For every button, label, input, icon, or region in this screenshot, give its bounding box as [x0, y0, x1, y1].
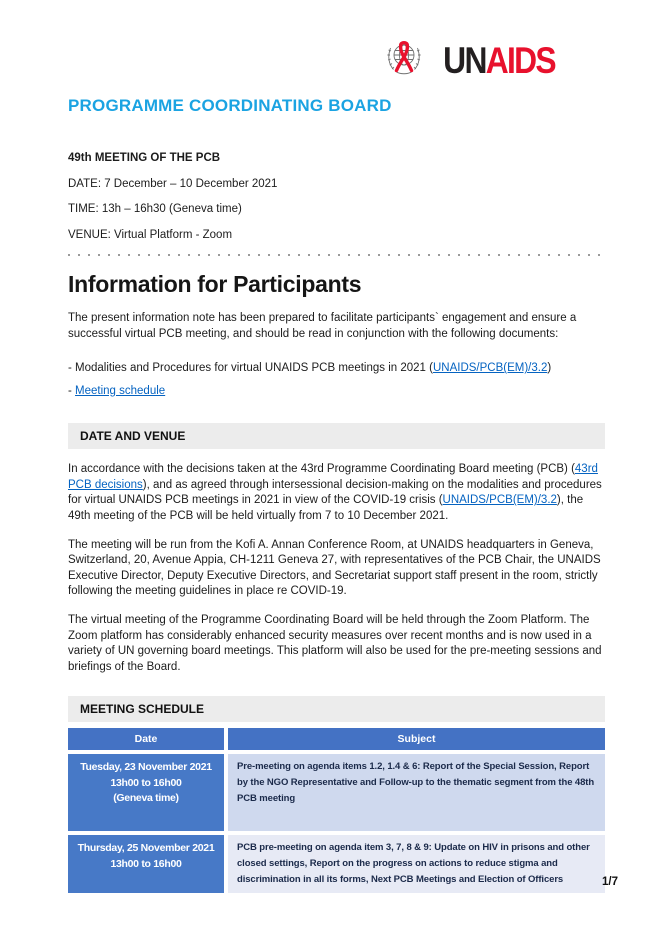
date-line: 13h00 to 16h00 [110, 857, 182, 870]
intro-paragraph: The present information note has been prepared to facilitate participants` engagement and ensure a successful virtual PCB meeting, and should be read in conjunction with the following documents: [68, 312, 577, 340]
logo-wordmark [443, 40, 555, 82]
date-line: (Geneva time) [113, 792, 179, 805]
logo-aids-text: AIDS [485, 40, 555, 81]
table-header-date: Date [68, 728, 224, 750]
meeting-venue: VENUE: Virtual Platform - Zoom [68, 228, 233, 241]
page-number: 1/7 [602, 876, 618, 888]
section-header-date-and-venue: DATE AND VENUE [68, 423, 605, 449]
list-item [68, 357, 605, 380]
paragraph-text: In accordance with the decisions taken at the 43rd Programme Coordinating Board meeting (PCB) ( [68, 463, 575, 476]
date-line: Tuesday, 23 November 2021 [80, 761, 212, 774]
list-item [68, 380, 605, 403]
link-meeting-schedule[interactable]: Meeting schedule [75, 384, 166, 397]
dotted-separator [68, 254, 605, 256]
table-header-subject: Subject [228, 728, 605, 750]
paragraph-text: ), and as agreed through intersessional decision-making on the modalities and procedures for virtual UNAIDS PCB meetings in 2021 in view of the COVID-19 crisis ( [68, 478, 602, 507]
un-emblem-icon [384, 38, 424, 84]
meeting-time: TIME: 13h – 16h30 (Geneva time) [68, 203, 242, 215]
info-heading: Information for Participants [68, 271, 362, 297]
link-unaids-pcb-em-32[interactable]: UNAIDS/PCB(EM)/3.2 [432, 362, 548, 375]
meeting-title: 49th MEETING OF THE PCB [68, 152, 221, 164]
doc-line-suffix: ) [547, 362, 552, 375]
paragraph-conference-room: The meeting will be run from the Kofi A. Annan Conference Room, at UNAIDS headquarters in Geneva, Switzerland, 20, Avenue Appia, CH-1211 Geneva 27, with representatives of the PCB Chair, the UNAIDS Executive Director, Deputy Executive Directors, and Secretariat support staff present in the room, strictly following the meeting guidelines in place re COVID-19. [68, 538, 601, 598]
date-line: 13h00 to 16h00 [110, 776, 182, 789]
meeting-date: DATE: 7 December – 10 December 2021 [68, 177, 278, 190]
table-row-2-subject-cell: PCB pre-meeting on agenda item 3, 7, 8 & 9: Update on HIV in prisons and other closed settings, Report on the progress on actions to reduce stigma and discrimination in all its forms, Next PCB Meetings and Election of Officers [228, 835, 605, 893]
unaids-logo [68, 0, 605, 84]
paragraph-accordance [68, 462, 605, 524]
schedule-table [68, 728, 605, 893]
doc-line-prefix: - [68, 384, 76, 397]
table-row-2-date-cell [68, 835, 224, 893]
link-unaids-pcb-em-32[interactable]: UNAIDS/PCB(EM)/3.2 [442, 494, 557, 507]
section-header-meeting-schedule: MEETING SCHEDULE [68, 696, 605, 722]
logo-un-text: UN [443, 40, 486, 81]
link-43rd-pcb-decisions[interactable]: 43rd PCB decisions [68, 463, 598, 491]
date-line: Thursday, 25 November 2021 [77, 842, 215, 855]
table-row-1-subject-cell: Pre-meeting on agenda items 1.2, 1.4 & 6: Report of the Special Session, Report by the NGO Representative and Follow-up to the thematic segment from the 48th PCB meeting [228, 754, 605, 831]
meeting-info-block [68, 152, 605, 241]
page-title: PROGRAMME COORDINATING BOARD [68, 96, 392, 115]
paragraph-text: ), the 49th meeting of the PCB will be held virtually from 7 to 10 December 2021. [68, 494, 584, 522]
doc-line-prefix: - Modalities and Procedures for virtual UNAIDS PCB meetings in 2021 ( [68, 362, 433, 375]
paragraph-zoom-platform: The virtual meeting of the Programme Coordinating Board will be held through the Zoom Platform. The Zoom platform has considerably enhanced security measures over recent months and is now used in a variety of UN governing board meetings. This platform will also be used for the pre-meeting sessions and briefings of the Board. [68, 613, 602, 673]
table-row-1-date-cell [68, 754, 224, 831]
document-list [68, 357, 605, 402]
